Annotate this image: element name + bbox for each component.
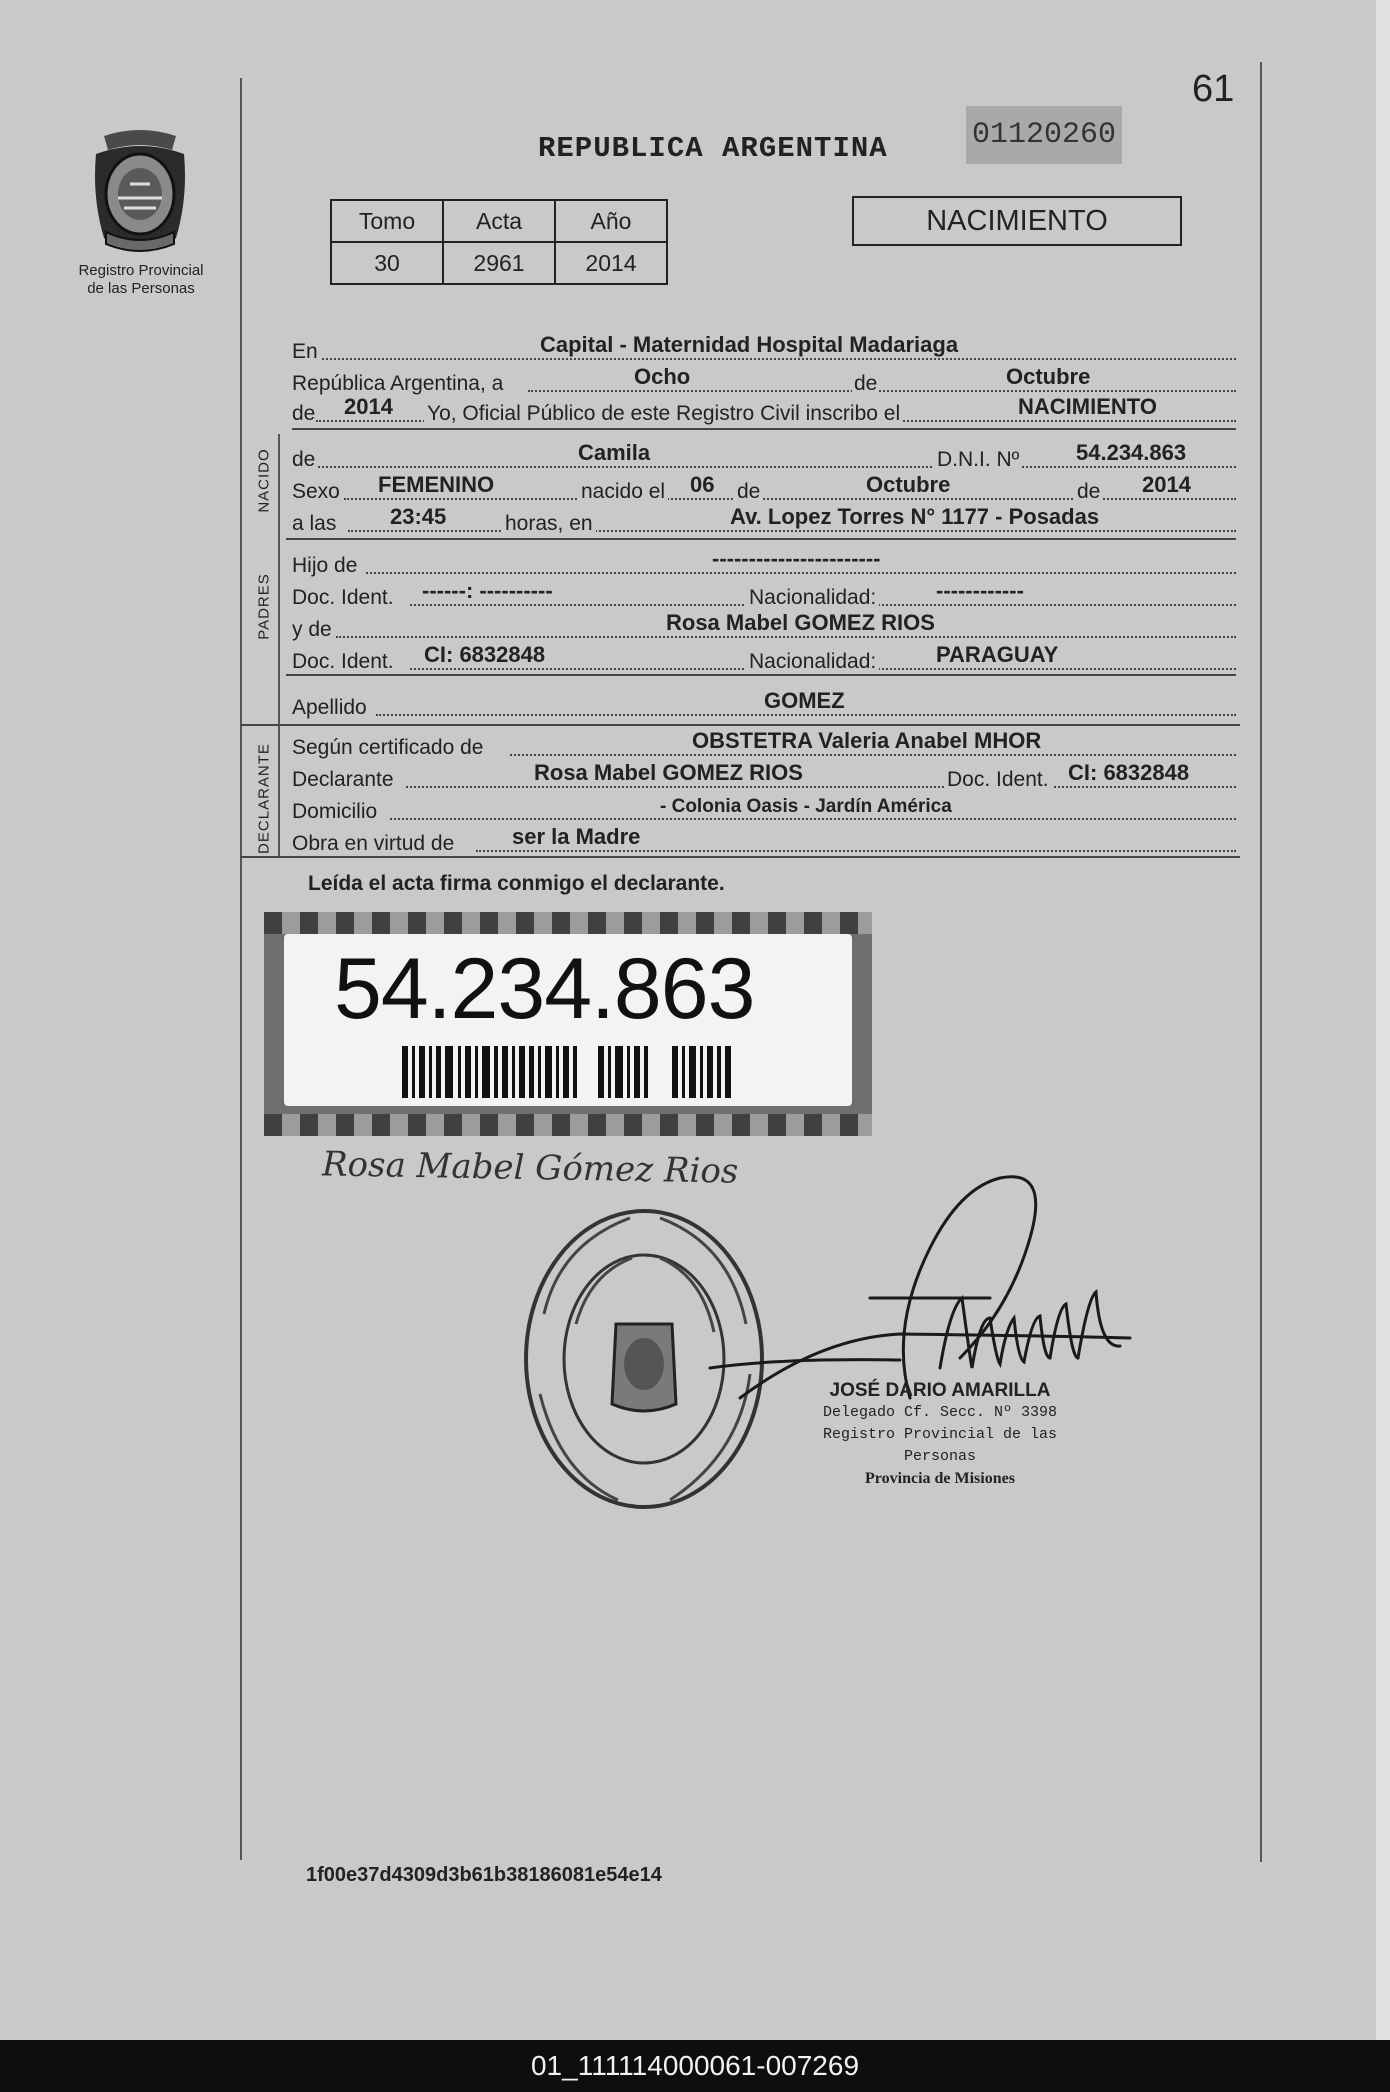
value-anio-acta: 2014 <box>344 394 393 419</box>
value-dia: 06 <box>690 472 715 497</box>
row-fecha <box>292 366 1236 396</box>
row-lugar <box>292 334 1236 364</box>
value-madre: Rosa Mabel GOMEZ RIOS <box>666 610 935 635</box>
value-domicilio: - Colonia Oasis - Jardín América <box>660 796 952 817</box>
value-mes-acta: Octubre <box>1006 364 1091 389</box>
label-de-mes: de <box>734 480 763 504</box>
logo-caption <box>66 262 216 298</box>
value-madre-nacionalidad: PARAGUAY <box>936 642 1059 667</box>
value-dni: 54.234.863 <box>1076 440 1187 465</box>
label-oficial: Yo, Oficial Público de este Registro Civil inscribo el <box>424 402 903 426</box>
row-madre-doc <box>292 644 1236 674</box>
label-domicilio: Domicilio <box>292 800 378 823</box>
row-hijo-de <box>292 548 1236 578</box>
row-sexo <box>292 474 1236 504</box>
row-padre-doc <box>292 580 1236 610</box>
registry-header-acta: Acta <box>443 200 555 242</box>
row-certificado <box>292 730 1236 760</box>
section-label-declarante: DECLARANTE <box>255 743 273 854</box>
right-margin-line <box>1260 62 1262 1862</box>
value-certificado: OBSTETRA Valeria Anabel MHOR <box>692 728 1042 753</box>
row-hora <box>292 506 1236 536</box>
value-obra: ser la Madre <box>512 824 641 849</box>
label-apellido: Apellido <box>292 696 367 719</box>
value-declarante-doc: CI: 6832848 <box>1068 760 1190 785</box>
label-y-de: y de <box>292 618 332 641</box>
value-lugar-acta: Capital - Maternidad Hospital Madariaga <box>540 332 959 357</box>
logo-caption-line2: de las Personas <box>87 280 195 297</box>
label-certificado: Según certificado de <box>292 736 484 759</box>
label-de-nombre: de <box>292 448 316 471</box>
value-apellido: GOMEZ <box>764 688 845 713</box>
dni-barcode-sticker <box>264 912 872 1136</box>
label-nacionalidad-madre: Nacionalidad: <box>746 650 879 674</box>
value-declarante: Rosa Mabel GOMEZ RIOS <box>534 760 803 785</box>
value-padre: ----------------------- <box>712 546 881 571</box>
value-padre-doc: ------: ---------- <box>422 578 553 603</box>
registry-table <box>330 199 668 285</box>
label-en: En <box>292 340 318 363</box>
registry-header-anio: Año <box>555 200 667 242</box>
official-signature-block <box>790 1380 1090 1490</box>
official-province: Provincia de Misiones <box>865 1470 1015 1487</box>
value-lugar-nacimiento: Av. Lopez Torres N° 1177 - Posadas <box>730 504 1100 529</box>
label-doc-ident-madre: Doc. Ident. <box>292 650 394 673</box>
value-madre-doc: CI: 6832848 <box>424 642 546 667</box>
label-nacionalidad-padre: Nacionalidad: <box>746 586 879 610</box>
registry-value-anio: 2014 <box>555 242 667 284</box>
label-a-las: a las <box>292 512 337 535</box>
value-tipo: NACIMIENTO <box>1018 394 1157 419</box>
handwritten-signature: Rosa Mabel Gómez Rios <box>321 1144 739 1192</box>
value-mes: Octubre <box>866 472 951 497</box>
row-nombre <box>292 442 1236 472</box>
section-label-padres: PADRES <box>255 573 273 640</box>
label-horas-en: horas, en <box>502 512 596 536</box>
section-divider-line <box>278 434 280 856</box>
label-nacido-el: nacido el <box>578 480 668 504</box>
value-sexo: FEMENINO <box>378 472 495 497</box>
label-republica: República Argentina, a <box>292 372 504 395</box>
row-madre <box>292 612 1236 642</box>
section-label-nacido: NACIDO <box>255 448 273 513</box>
label-doc-ident-declarante: Doc. Ident. <box>944 768 1052 792</box>
label-dni: D.N.I. Nº <box>934 448 1022 472</box>
registry-value-row <box>331 242 667 284</box>
label-de: de <box>854 372 878 395</box>
closing-statement: Leída el acta firma conmigo el declarante. <box>308 872 725 895</box>
row-declarante <box>292 762 1236 792</box>
document-hash: 1f00e37d4309d3b61b38186081e54e14 <box>306 1864 662 1886</box>
row-obra <box>292 826 1236 856</box>
row-domicilio <box>292 794 1236 824</box>
provincial-crest-icon <box>84 128 196 258</box>
row-inscripcion <box>292 396 1236 426</box>
label-obra: Obra en virtud de <box>292 832 455 855</box>
label-de-anio-nac: de <box>1074 480 1103 504</box>
value-anio: 2014 <box>1142 472 1191 497</box>
logo-caption-line1: Registro Provincial <box>78 262 204 279</box>
value-nombre: Camila <box>578 440 651 465</box>
value-dia-texto: Ocho <box>634 364 691 389</box>
label-sexo: Sexo <box>292 480 340 503</box>
registry-value-tomo: 30 <box>331 242 443 284</box>
official-name: JOSÉ DARIO AMARILLA <box>829 1380 1051 1401</box>
official-title: Delegado Cf. Secc. Nº 3398 <box>822 1404 1058 1421</box>
registry-header-row <box>331 200 667 242</box>
serial-number: 01120260 <box>966 106 1122 164</box>
scan-edge <box>1376 0 1390 2040</box>
official-office: Registro Provincial de las Personas <box>822 1426 1058 1465</box>
barcode-icon <box>402 1046 732 1098</box>
value-hora: 23:45 <box>390 504 447 529</box>
label-doc-ident-padre: Doc. Ident. <box>292 586 394 609</box>
page-number: 61 <box>1192 68 1235 110</box>
left-margin-line <box>240 78 242 1860</box>
label-hijo-de: Hijo de <box>292 554 358 577</box>
value-padre-nacionalidad: ------------ <box>936 578 1024 603</box>
barcode-number: 54.234.863 <box>334 941 755 1037</box>
label-declarante: Declarante <box>292 768 394 791</box>
country-title: REPUBLICA ARGENTINA <box>538 132 888 165</box>
registry-header-tomo: Tomo <box>331 200 443 242</box>
row-apellido <box>292 690 1236 720</box>
registry-value-acta: 2961 <box>443 242 555 284</box>
acta-type-box: NACIMIENTO <box>852 196 1182 246</box>
label-de-anio: de <box>292 402 316 425</box>
scan-footer-code: 01_111114000061-007269 <box>0 2040 1390 2092</box>
